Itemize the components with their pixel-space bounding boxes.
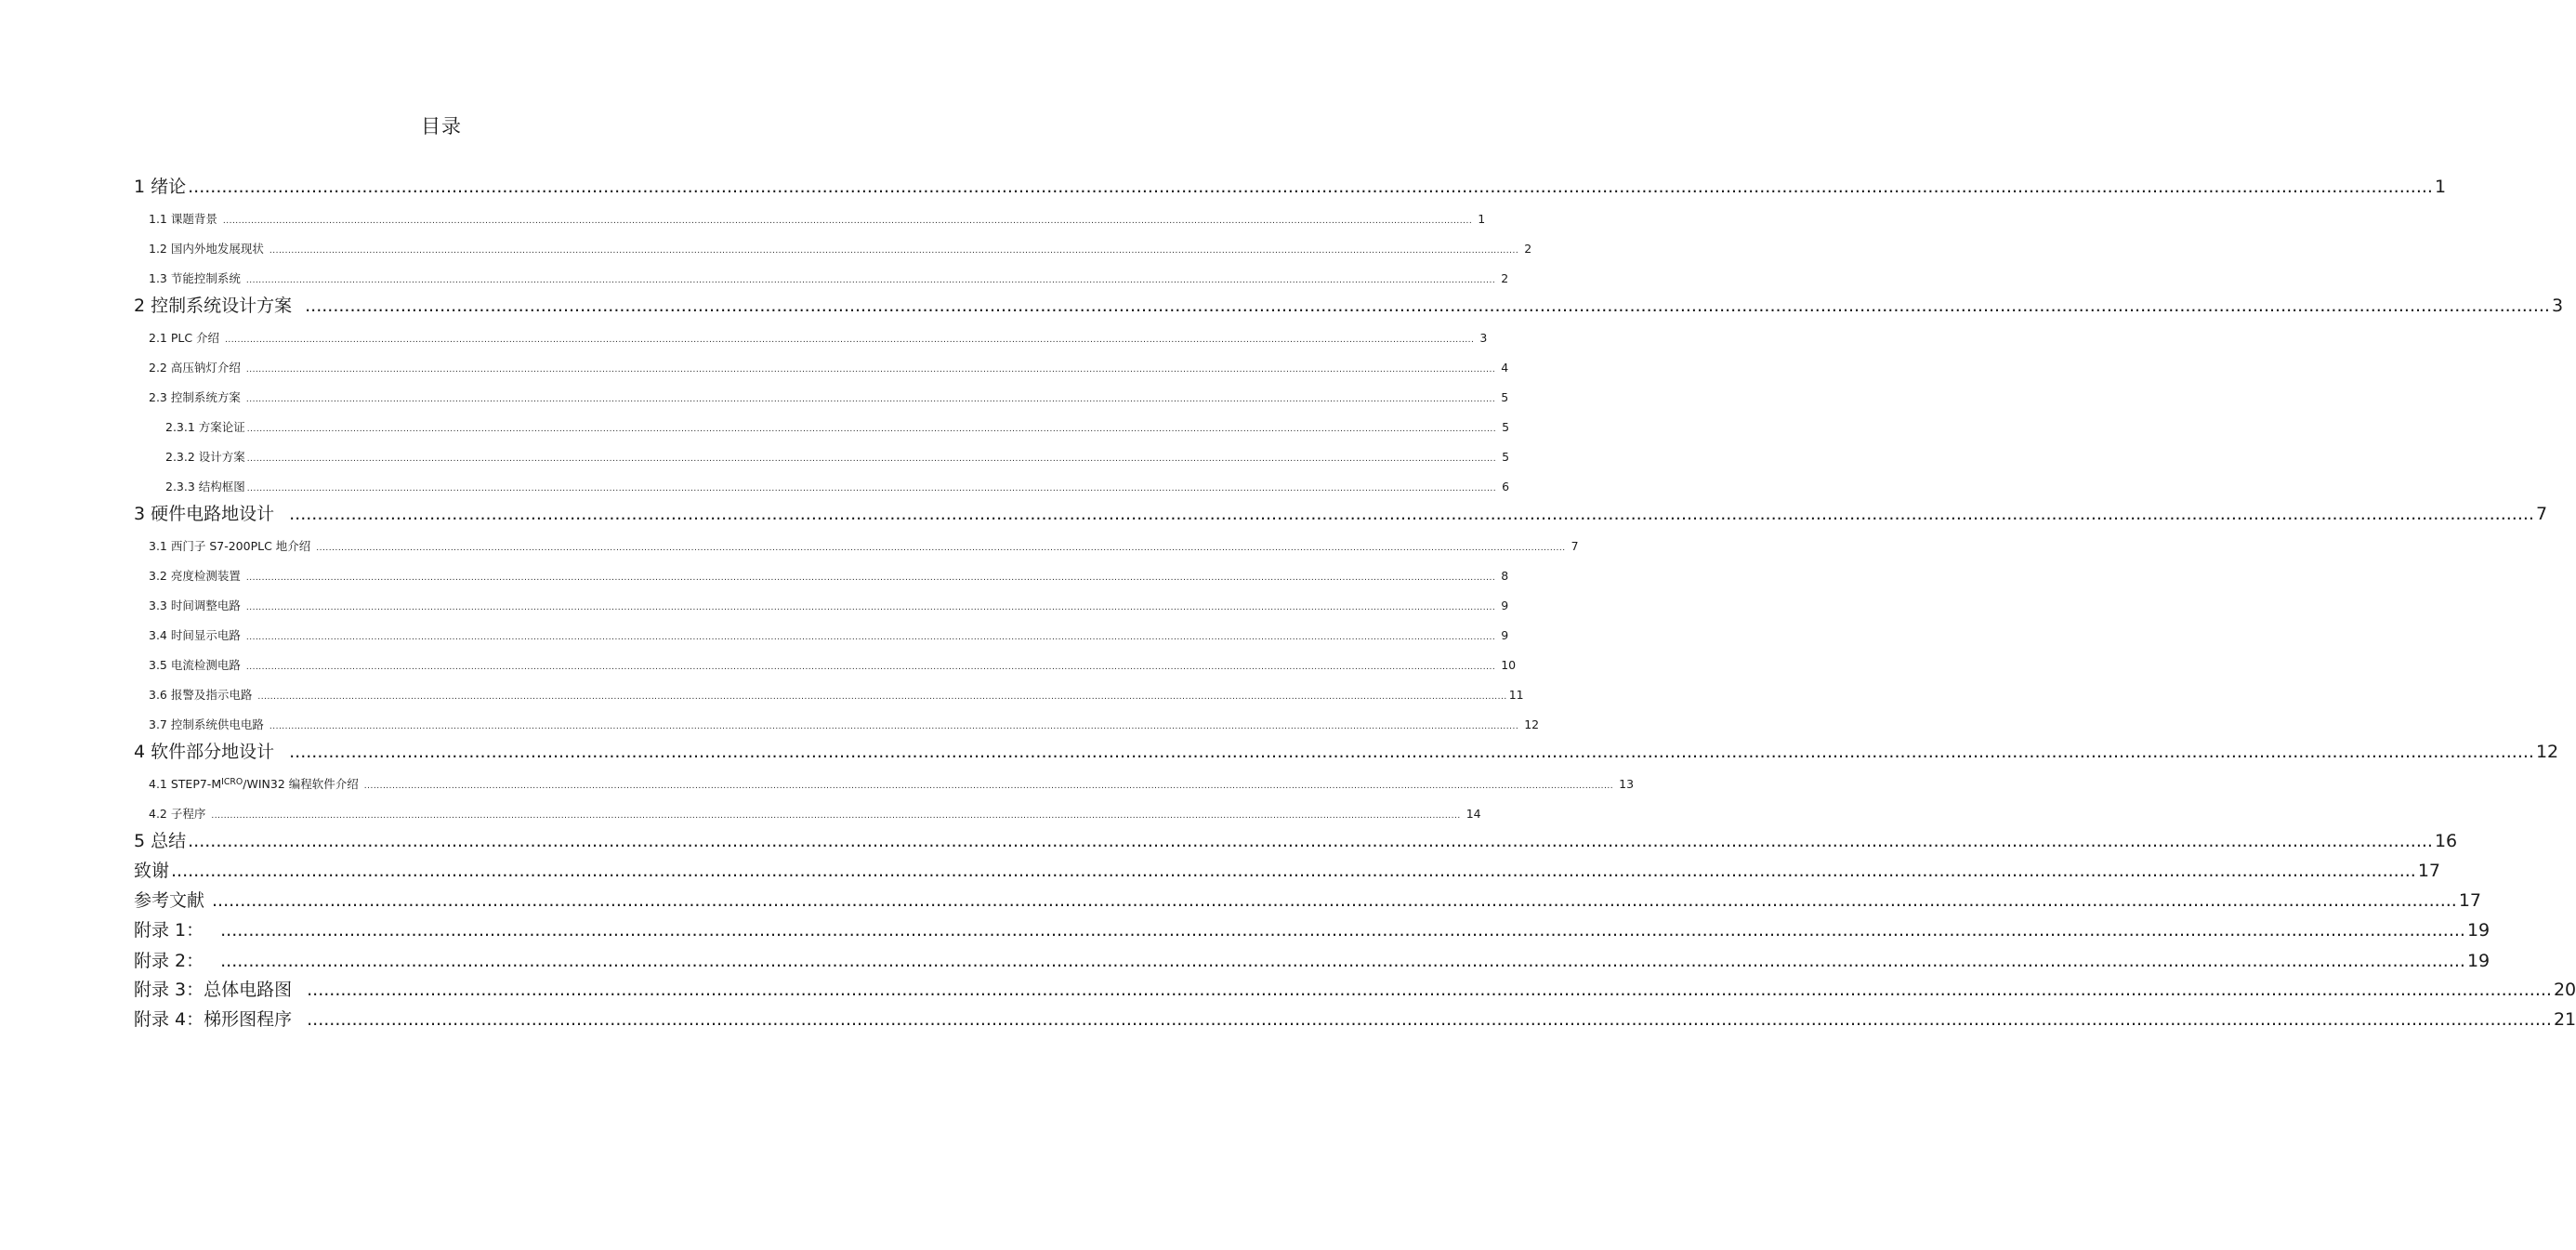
toc-dot-leader: ................................................................................................................................................................................................................................................................................................................................................................................................................ (245, 276, 1496, 285)
toc-dot-leader: ................................................................................................................................................................................................................................................................................................................................................................................................................ (211, 811, 1461, 821)
toc-dot-leader: ................................................................................................................................................................................................................................................................................................................................................................................................................ (188, 177, 2433, 197)
toc-dot-leader: ................................................................................................................................................................................................................................................................................................................................................................................................................ (269, 722, 1519, 731)
toc-page-number: 7 (1571, 539, 1579, 553)
toc-page-number: 12 (2535, 742, 2559, 762)
toc-label: 1.2 国内外地发展现状 (149, 242, 264, 256)
toc-dot-leader: ................................................................................................................................................................................................................................................................................................................................................................................................................ (212, 890, 2457, 911)
toc-page-number: 14 (1465, 807, 1481, 821)
toc-entry-appendix-2[interactable] (134, 947, 2491, 973)
toc-label (149, 775, 359, 792)
toc-entry-2-3[interactable] (149, 388, 1509, 405)
toc-label: 3.5 电流检测电路 (149, 658, 241, 672)
toc-dot-leader: ................................................................................................................................................................................................................................................................................................................................................................................................................ (222, 217, 1473, 226)
toc-dot-leader: ................................................................................................................................................................................................................................................................................................................................................................................................................ (316, 544, 1566, 553)
toc-dot-leader: ................................................................................................................................................................................................................................................................................................................................................................................................................ (245, 603, 1496, 612)
toc-label: 附录 1： (134, 920, 204, 941)
toc-label: 3.2 亮度检测装置 (149, 569, 241, 583)
page-title: 目录 (421, 115, 462, 138)
toc-dot-leader: ................................................................................................................................................................................................................................................................................................................................................................................................................ (220, 951, 2465, 971)
toc-entry-references[interactable] (134, 887, 2482, 913)
toc-dot-leader: ................................................................................................................................................................................................................................................................................................................................................................................................................ (220, 920, 2465, 941)
toc-label: 致谢 (134, 861, 170, 881)
toc-page-number: 11 (1508, 688, 1524, 702)
toc-dot-leader: ................................................................................................................................................................................................................................................................................................................................................................................................................ (307, 980, 2552, 1000)
toc-dot-leader: ................................................................................................................................................................................................................................................................................................................................................................................................................ (246, 484, 1497, 493)
toc-entry-1-2[interactable] (149, 240, 1532, 257)
toc-entry-chapter-5[interactable] (134, 827, 2458, 853)
toc-page-number: 9 (1501, 599, 1509, 612)
toc-label: 参考文献 (134, 890, 205, 911)
toc-page-number: 5 (1502, 450, 1510, 464)
toc-dot-leader: ................................................................................................................................................................................................................................................................................................................................................................................................................ (307, 1009, 2552, 1030)
toc-label: 1 绪论 (134, 177, 187, 197)
toc-page-number: 16 (2434, 831, 2458, 851)
toc-page-number: 3 (2551, 296, 2564, 316)
toc-dot-leader: ................................................................................................................................................................................................................................................................................................................................................................................................................ (245, 365, 1496, 375)
toc-label: 附录 3：总体电路图 (134, 980, 293, 1000)
toc-label: 3.4 时间显示电路 (149, 628, 241, 642)
toc-page-number: 2 (1524, 242, 1532, 256)
toc-label: 2.3 控制系统方案 (149, 390, 241, 404)
toc-dot-leader: ................................................................................................................................................................................................................................................................................................................................................................................................................ (245, 663, 1496, 672)
toc-label: 1.3 节能控制系统 (149, 271, 241, 285)
toc-entry-3-6[interactable] (149, 686, 1524, 703)
toc-page-number: 13 (1619, 777, 1635, 791)
toc-label: 2.3.2 设计方案 (165, 450, 245, 464)
toc-entry-1-1[interactable] (149, 210, 1486, 227)
toc-dot-leader: ................................................................................................................................................................................................................................................................................................................................................................................................................ (257, 692, 1507, 702)
toc-label: 3 硬件电路地设计 (134, 504, 275, 524)
toc-page-number: 4 (1501, 361, 1509, 375)
toc-dot-leader: ................................................................................................................................................................................................................................................................................................................................................................................................................ (245, 395, 1496, 404)
toc-entry-4-1[interactable] (149, 775, 1635, 792)
toc-page-number: 10 (1501, 658, 1517, 672)
toc-page-number: 21 (2553, 1009, 2576, 1030)
toc-label: 4 软件部分地设计 (134, 742, 275, 762)
toc-label: 3.6 报警及指示电路 (149, 688, 253, 702)
toc-entry-4-2[interactable] (149, 805, 1481, 822)
toc-entry-3-5[interactable] (149, 656, 1517, 673)
toc-label-superscript: ICRO (221, 776, 243, 787)
toc-dot-leader: ................................................................................................................................................................................................................................................................................................................................................................................................................ (188, 831, 2433, 851)
toc-page-number: 19 (2466, 951, 2491, 971)
toc-page-number: 7 (2535, 504, 2548, 524)
toc-dot-leader: ................................................................................................................................................................................................................................................................................................................................................................................................................ (171, 861, 2416, 881)
toc-label: 2.1 PLC 介绍 (149, 331, 220, 345)
toc-entry-3-2[interactable] (149, 567, 1509, 584)
toc-entry-3-4[interactable] (149, 626, 1509, 643)
toc-page-number: 5 (1501, 390, 1509, 404)
toc-entry-3-1[interactable] (149, 537, 1579, 554)
toc-page-number: 8 (1501, 569, 1509, 583)
toc-entry-chapter-2[interactable] (134, 292, 2564, 318)
toc-entry-1-3[interactable] (149, 270, 1509, 286)
toc-page-number: 1 (1478, 212, 1486, 226)
toc-entry-appendix-4[interactable] (134, 1006, 2576, 1032)
toc-dot-leader: ................................................................................................................................................................................................................................................................................................................................................................................................................ (289, 504, 2534, 524)
toc-entry-appendix-1[interactable] (134, 916, 2491, 942)
toc-page-number: 9 (1501, 628, 1509, 642)
toc-label-part: 4.1 STEP7-M (149, 777, 222, 791)
toc-entry-2-3-2[interactable] (165, 448, 1510, 465)
toc-page-number: 6 (1502, 480, 1510, 493)
toc-entry-2-3-3[interactable] (165, 478, 1510, 494)
toc-label: 3.3 时间调整电路 (149, 599, 241, 612)
toc-entry-chapter-1[interactable] (134, 173, 2447, 199)
toc-entry-chapter-4[interactable] (134, 738, 2559, 764)
toc-label: 1.1 课题背景 (149, 212, 217, 226)
toc-label: 2.3.1 方案论证 (165, 420, 245, 434)
toc-dot-leader: ................................................................................................................................................................................................................................................................................................................................................................................................................ (245, 633, 1496, 642)
toc-page-number: 17 (2458, 890, 2482, 911)
toc-dot-leader: ................................................................................................................................................................................................................................................................................................................................................................................................................ (246, 425, 1497, 434)
toc-dot-leader: ................................................................................................................................................................................................................................................................................................................................................................................................................ (305, 296, 2550, 316)
toc-page-number: 19 (2466, 920, 2491, 941)
toc-page-number: 2 (1501, 271, 1509, 285)
toc-label: 2 控制系统设计方案 (134, 296, 293, 316)
toc-label: 5 总结 (134, 831, 187, 851)
toc-entry-3-7[interactable] (149, 716, 1540, 732)
toc-label: 附录 2： (134, 951, 204, 971)
toc-dot-leader: ................................................................................................................................................................................................................................................................................................................................................................................................................ (269, 246, 1519, 256)
toc-page-number: 3 (1479, 331, 1488, 345)
toc-entry-2-1[interactable] (149, 329, 1488, 346)
toc-label: 2.2 高压钠灯介绍 (149, 361, 241, 375)
toc-entry-appendix-3[interactable] (134, 976, 2576, 1002)
toc-page-number: 5 (1502, 420, 1510, 434)
toc-entry-2-3-1[interactable] (165, 418, 1510, 435)
toc-page-number: 12 (1524, 717, 1540, 731)
toc-page-number: 20 (2553, 980, 2576, 1000)
toc-label: 2.3.3 结构框图 (165, 480, 245, 493)
toc-entry-chapter-3[interactable] (134, 500, 2548, 526)
toc-page-number: 1 (2434, 177, 2447, 197)
toc-dot-leader: ................................................................................................................................................................................................................................................................................................................................................................................................................ (225, 336, 1475, 345)
toc-page-number: 17 (2417, 861, 2441, 881)
toc-entry-2-2[interactable] (149, 359, 1509, 375)
toc-dot-leader: ................................................................................................................................................................................................................................................................................................................................................................................................................ (363, 782, 1614, 791)
toc-label: 附录 4：梯形图程序 (134, 1009, 293, 1030)
toc-dot-leader: ................................................................................................................................................................................................................................................................................................................................................................................................................ (289, 742, 2534, 762)
toc-label-part: /WIN32 编程软件介绍 (243, 777, 359, 791)
toc-label: 3.1 西门子 S7-200PLC 地介绍 (149, 539, 311, 553)
toc-entry-3-3[interactable] (149, 597, 1509, 613)
toc-dot-leader: ................................................................................................................................................................................................................................................................................................................................................................................................................ (246, 454, 1497, 464)
toc-label: 3.7 控制系统供电电路 (149, 717, 264, 731)
toc-entry-acknowledgements[interactable] (134, 857, 2441, 883)
toc-label: 4.2 子程序 (149, 807, 206, 821)
toc-dot-leader: ................................................................................................................................................................................................................................................................................................................................................................................................................ (245, 573, 1496, 583)
